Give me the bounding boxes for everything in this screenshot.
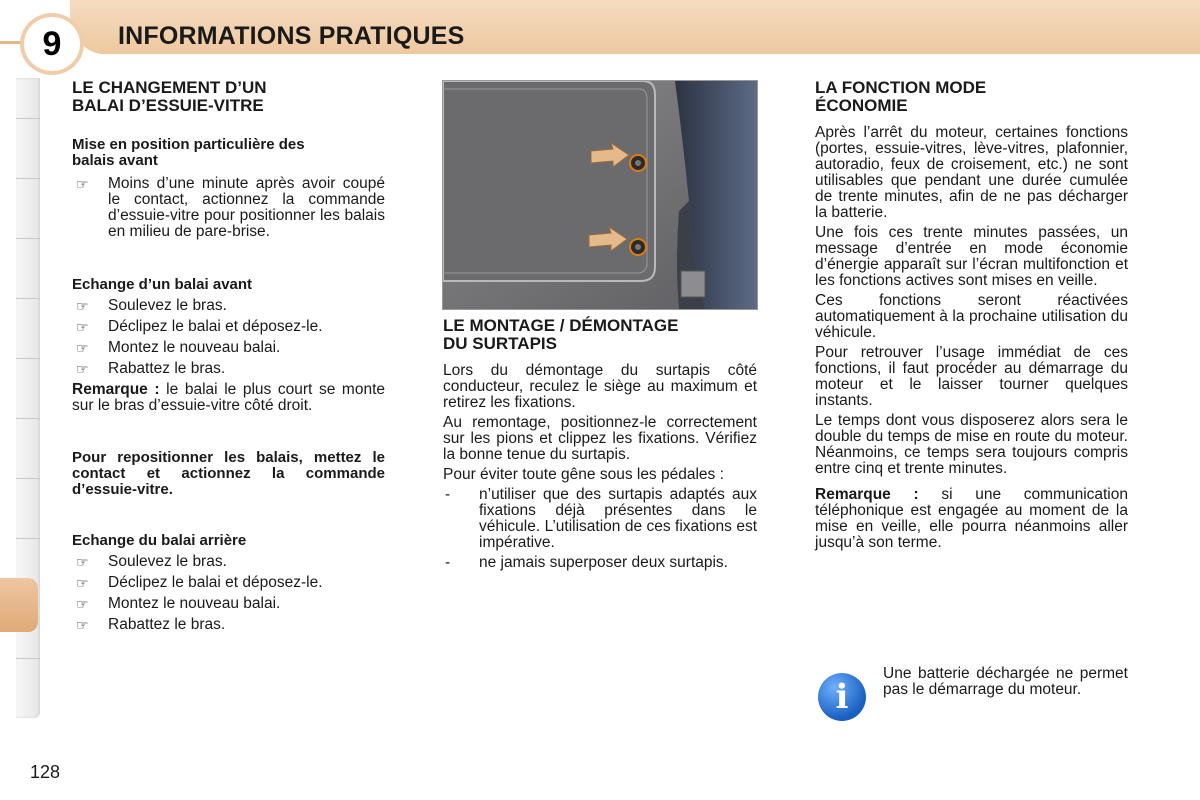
remark-label: Remarque : [72,381,160,398]
bullet-text: Déclipez le balai et déposez-le. [108,574,323,591]
instruction-bullet [72,298,385,314]
remark-text: si une communication téléphonique est engagée au moment de la mise en veille, elle pourra néanmoins aller jusqu’à son terme. [815,486,1128,551]
pointing-hand-icon: ☞ [76,554,89,570]
tab-divider [16,478,40,479]
chapter-number-badge: 9 [20,13,84,75]
pointing-hand-icon: ☞ [76,176,89,192]
pointing-hand-icon: ☞ [76,596,89,612]
dash-item [443,487,757,551]
title-line: LE MONTAGE / DÉMONTAGE [443,316,679,335]
subheading-front-blade: Echange d’un balai avant [72,276,253,293]
instruction-bullet [72,176,385,240]
paragraph: Le temps dont vous disposerez alors sera le double du temps de mise en route du moteur. Néanmoins, ce temps sera toujours compris entre cinq et trente minutes. [815,412,1128,477]
tab-divider [16,238,40,239]
subheading-line: Mise en position particulière des [72,136,305,153]
subheading-position [72,137,385,169]
dash-marker: - [445,486,451,503]
pointing-hand-icon: ☞ [76,340,89,356]
title-line: LE CHANGEMENT D’UN [72,78,267,97]
title-line: DU SURTAPIS [443,334,557,353]
chapter-tab-active[interactable] [0,578,38,632]
bullet-text: Montez le nouveau balai. [108,339,281,356]
tab-divider [16,178,40,179]
instruction-bullet [72,575,385,591]
bullet-text: Soulevez le bras. [108,553,227,570]
pointing-hand-icon: ☞ [76,319,89,335]
pointing-hand-icon: ☞ [76,361,89,377]
bullet-text: Moins d’une minute après avoir coupé le contact, actionnez la commande d’essuie-vitre pour positionner les balais en milieu de pare-brise. [108,175,385,240]
bullet-text: Rabattez le bras. [108,360,226,377]
floor-mat-photo [442,80,758,310]
page-number: 128 [30,762,61,782]
section-title-wiper [72,79,385,115]
instruction-bullet [72,554,385,570]
pointing-hand-icon: ☞ [76,617,89,633]
paragraph: Une fois ces trente minutes passées, un message d’entrée en mode économie d’énergie apparaît sur l’écran multifonction et les fonctions actives sont mises en veille. [815,224,1128,289]
pointing-hand-icon: ☞ [76,298,89,314]
tab-divider [16,358,40,359]
remark-paragraph [815,487,1128,551]
dash-marker: - [445,554,451,571]
remark-paragraph [72,382,385,414]
chapter-title: INFORMATIONS PRATIQUES [118,22,465,50]
bullet-text: Rabattez le bras. [108,616,226,633]
tab-divider [16,298,40,299]
info-icon: i [818,673,866,721]
instruction-bullet [72,340,385,356]
paragraph: Ces fonctions seront réactivées automatiquement à la prochaine utilisation du véhicule. [815,292,1128,341]
title-line: LA FONCTION MODE [815,78,987,97]
remark-text: le balai le plus court se monte sur le bras d’essuie-vitre côté droit. [72,381,385,414]
tab-divider [16,538,40,539]
tab-divider [16,418,40,419]
section-title-economy-mode [815,79,1128,115]
bullet-text: Soulevez le bras. [108,297,227,314]
dash-text: ne jamais superposer deux surtapis. [479,554,728,571]
left-column [72,79,385,633]
bullet-text: Montez le nouveau balai. [108,595,281,612]
paragraph: Lors du démontage du surtapis côté conducteur, reculez le siège au maximum et retirez les fixations. [443,362,757,411]
middle-column [443,317,757,571]
paragraph: Pour retrouver l’usage immédiat de ces fonctions, il faut procéder au démarrage du moteur et le laisser tourner quelques instants. [815,344,1128,409]
pointing-hand-icon: ☞ [76,575,89,591]
title-line: BALAI D’ESSUIE-VITRE [72,96,264,115]
instruction-bullet [72,596,385,612]
subheading-rear-blade: Echange du balai arrière [72,532,247,549]
dash-text: n’utiliser que des surtapis adaptés aux fixations déjà présentes dans le véhicule. L’utilisation de ces fixations est impérative. [479,486,757,551]
reposition-note: Pour repositionner les balais, mettez le contact et actionnez la commande d’essuie-vitre. [72,449,385,498]
floor-mat-illustration [443,81,757,309]
instruction-bullet [72,319,385,335]
subheading-line: balais avant [72,152,158,169]
paragraph: Au remontage, positionnez-le correctement sur les pions et clippez les fixations. Vérifiez la bonne tenue du surtapis. [443,414,757,463]
tab-divider [16,658,40,659]
title-line: ÉCONOMIE [815,96,908,115]
paragraph: Pour éviter toute gêne sous les pédales : [443,466,724,483]
bullet-text: Déclipez le balai et déposez-le. [108,318,323,335]
dash-item [443,555,757,571]
paragraph: Après l’arrêt du moteur, certaines fonctions (portes, essuie-vitres, lève-vitres, plafonnier, autoradio, feux de croisement, etc.) ne sont utilisables que pendant une durée cumulée de trente minutes, afin de ne pas décharger la batterie. [815,124,1128,221]
section-title-floor-mat [443,317,757,353]
remark-label: Remarque : [815,486,919,503]
instruction-bullet [72,361,385,377]
instruction-bullet [72,617,385,633]
info-note: Une batterie déchargée ne permet pas le démarrage du moteur. [883,665,1128,698]
tab-divider [16,118,40,119]
right-column [815,79,1128,551]
